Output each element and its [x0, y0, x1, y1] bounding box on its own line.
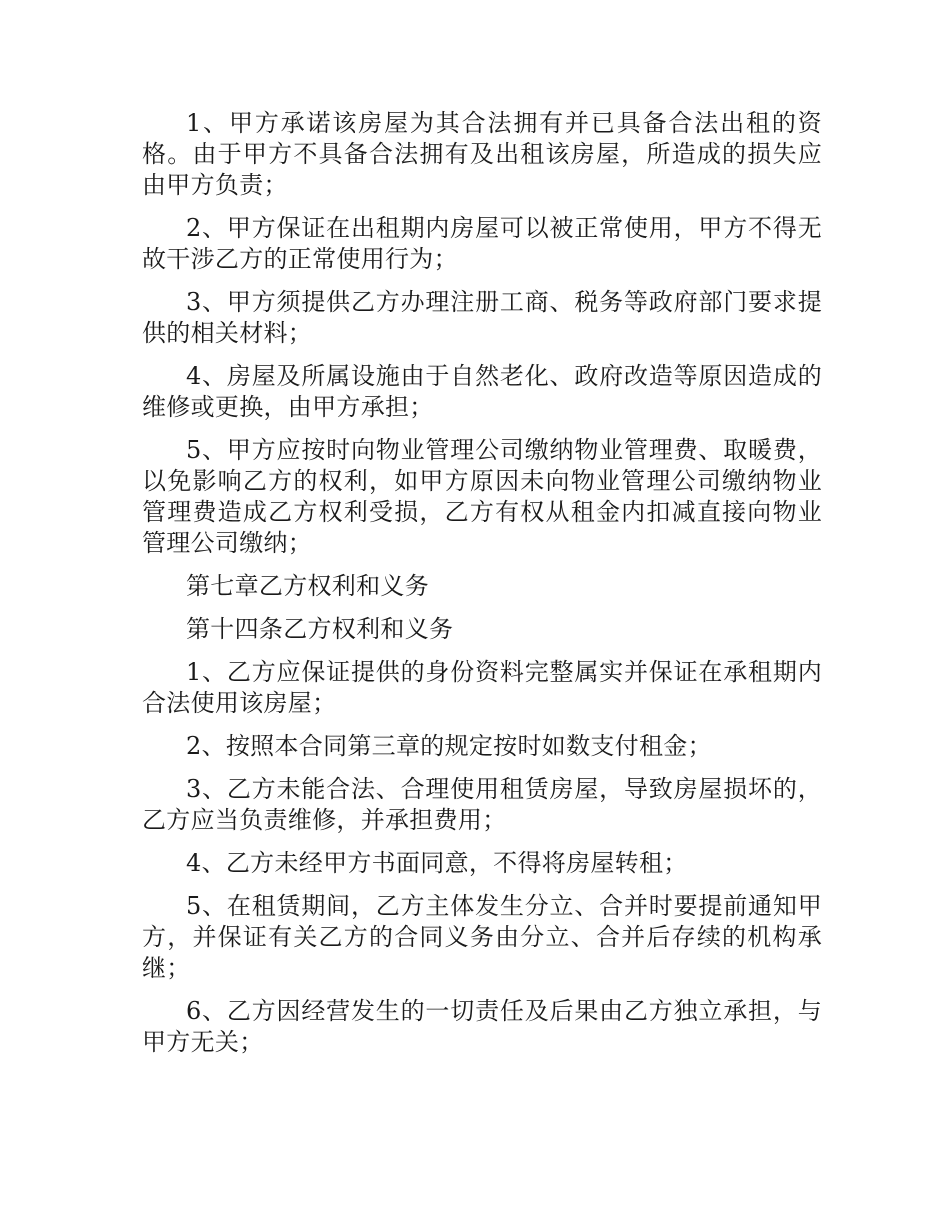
clause-tenant-2: 2、按照本合同第三章的规定按时如数支付租金； — [186, 732, 712, 760]
clause-landlord-2: 2、甲方保证在出租期内房屋可以被正常使用，甲方不得无故干涉乙方的正常使用行为； — [142, 214, 822, 273]
clause-tenant-4: 4、乙方未经甲方书面同意，不得将房屋转租； — [186, 849, 688, 877]
clause-tenant-5: 5、在租赁期间，乙方主体发生分立、合并时要提前通知甲方，并保证有关乙方的合同义务由分立、合并后存续的机构承继； — [142, 892, 822, 982]
chapter-heading: 第七章乙方权利和义务 — [186, 572, 429, 600]
clause-landlord-1: 1、甲方承诺该房屋为其合法拥有并已具备合法出租的资格。由于甲方不具备合法拥有及出租该房屋，所造成的损失应由甲方负责； — [142, 109, 822, 199]
document-page — [142, 108, 822, 1070]
clause-tenant-3: 3、乙方未能合法、合理使用租赁房屋，导致房屋损坏的，乙方应当负责维修，并承担费用； — [142, 775, 822, 834]
article-heading: 第十四条乙方权利和义务 — [186, 615, 454, 643]
clause-tenant-1: 1、乙方应保证提供的身份资料完整属实并保证在承租期内合法使用该房屋； — [142, 658, 822, 717]
clause-landlord-5: 5、甲方应按时向物业管理公司缴纳物业管理费、取暖费，以免影响乙方的权利，如甲方原因未向物业管理公司缴纳物业管理费造成乙方权利受损，乙方有权从租金内扣减直接向物业管理公司缴纳； — [142, 436, 822, 557]
clause-landlord-4: 4、房屋及所属设施由于自然老化、政府改造等原因造成的维修或更换，由甲方承担； — [142, 362, 822, 421]
clause-landlord-3: 3、甲方须提供乙方办理注册工商、税务等政府部门要求提供的相关材料； — [142, 288, 822, 347]
clause-tenant-6: 6、乙方因经营发生的一切责任及后果由乙方独立承担，与甲方无关； — [142, 997, 822, 1056]
